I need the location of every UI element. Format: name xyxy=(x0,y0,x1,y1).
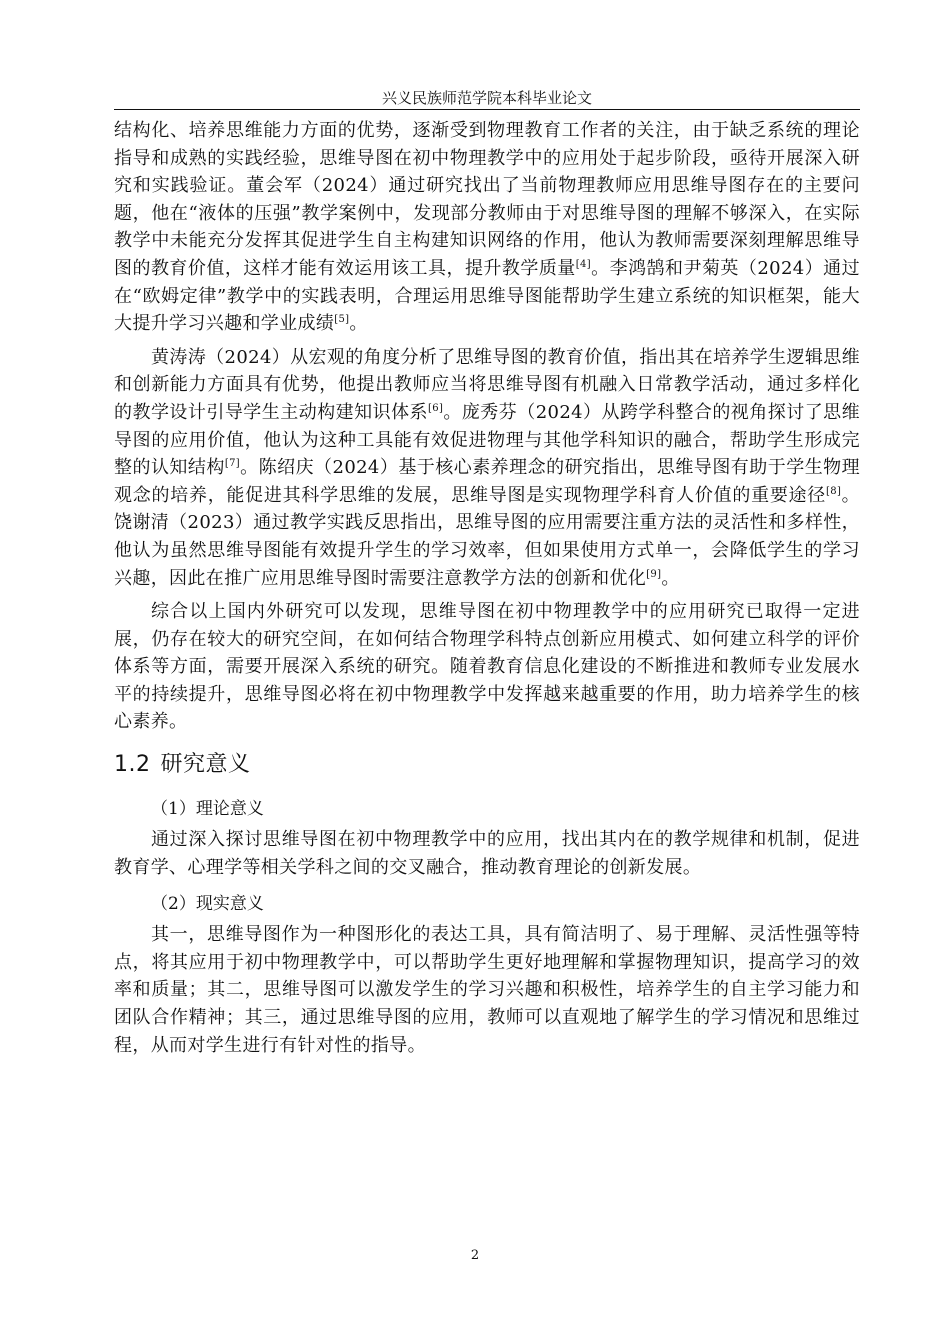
paragraph-text: 。 xyxy=(349,313,368,335)
citation-ref: [8] xyxy=(826,485,842,497)
paragraph-research-review xyxy=(114,344,860,592)
paragraph-text: 。饶谢清（2023）通过教学实践反思指出，思维导图的应用需要注重方法的灵活性和多样性，他认为虽然思维导图能有效提升学生的学习效率，但如果使用方式单一，会降低学生的学习兴趣，因此在推广应用思维导图时需要注意教学方法的创新和优化 xyxy=(114,484,861,589)
header-rule xyxy=(114,109,860,110)
citation-ref: [9] xyxy=(646,568,662,580)
paragraph-continued xyxy=(114,117,860,338)
section-title: 研究意义 xyxy=(160,752,251,778)
subheading-theory: （1）理论意义 xyxy=(151,799,264,820)
running-header: 兴义民族师范学院本科毕业论文 xyxy=(381,89,592,107)
subheading-practice: （2）现实意义 xyxy=(151,894,264,915)
paragraph-text: 。庞秀芬（2024）从跨学科整合的视角探讨了思维导图的应用价值，他认为这种工具能有效促进物理与其他学科知识的融合，帮助学生形成完整的认知结构 xyxy=(114,401,860,479)
paragraph-text: 。李鸿鹄和尹菊英（2024）通过在“欧姆定律”教学中的实践表明，合理运用思维导图能帮助学生建立系统的知识框架，能大大提升学习兴趣和学业成绩 xyxy=(114,257,860,335)
section-heading xyxy=(114,750,860,780)
citation-ref: [7] xyxy=(224,458,241,470)
section-number: 1.2 xyxy=(114,752,151,778)
paragraph-text: 结构化、培养思维能力方面的优势，逐渐受到物理教育工作者的关注，由于缺乏系统的理论指导和成熟的实践经验，思维导图在初中物理教学中的应用处于起步阶段，亟待开展深入研究和实践验证。董会军（2024）通过研究找出了当前物理教师应用思维导图存在的主要问题，他在“液体的压强”教学案例中，发现部分教师由于对思维导图的理解不够深入，在实际教学中未能充分发挥其促进学生自主构建知识网络的作用，他认为教师需要深刻理解思维导图的教育价值，这样才能有效运用该工具，提升教学质量 xyxy=(114,120,860,279)
paragraph-text: 。 xyxy=(661,567,680,589)
paragraph-theory: 通过深入探讨思维导图在初中物理教学中的应用，找出其内在的教学规律和机制，促进教育学、心理学等相关学科之间的交叉融合，推动教育理论的创新发展。 xyxy=(114,829,860,878)
paragraph-text: 。陈绍庆（2024）基于核心素养理念的研究指出，思维导图有助于学生物理观念的培养，能促进其科学思维的发展，思维导图是实现物理学科育人价值的重要途径 xyxy=(114,457,860,506)
page-body xyxy=(114,117,860,1059)
citation-ref: [4] xyxy=(575,258,591,270)
citation-ref: [5] xyxy=(334,314,350,326)
citation-ref: [6] xyxy=(428,402,444,414)
paragraph-text: 黄涛涛（2024）从宏观的角度分析了思维导图的教育价值，指出其在培养学生逻辑思维和创新能力方面具有优势，他提出教师应当将思维导图有机融入日常教学活动，通过多样化的教学设计引导学生主动构建知识体系 xyxy=(114,346,860,423)
page-number: 2 xyxy=(470,1248,480,1263)
paragraph-practice: 其一，思维导图作为一种图形化的表达工具，具有简洁明了、易于理解、灵活性强等特点，将其应用于初中物理教学中，可以帮助学生更好地理解和掌握物理知识，提高学习的效率和质量；其二，思维导图可以激发学生的学习兴趣和积极性，培养学生的自主学习能力和团队合作精神；其三，通过思维导图的应用，教师可以直观地了解学生的学习情况和思维过程，从而对学生进行有针对性的指导。 xyxy=(114,924,860,1056)
paragraph-summary: 综合以上国内外研究可以发现，思维导图在初中物理教学中的应用研究已取得一定进展，仍存在较大的研究空间，在如何结合物理学科特点创新应用模式、如何建立科学的评价体系等方面，需要开展深入系统的研究。随着教育信息化建设的不断推进和教师专业发展水平的持续提升，思维导图必将在初中物理教学中发挥越来越重要的作用，助力培养学生的核心素养。 xyxy=(114,601,860,733)
